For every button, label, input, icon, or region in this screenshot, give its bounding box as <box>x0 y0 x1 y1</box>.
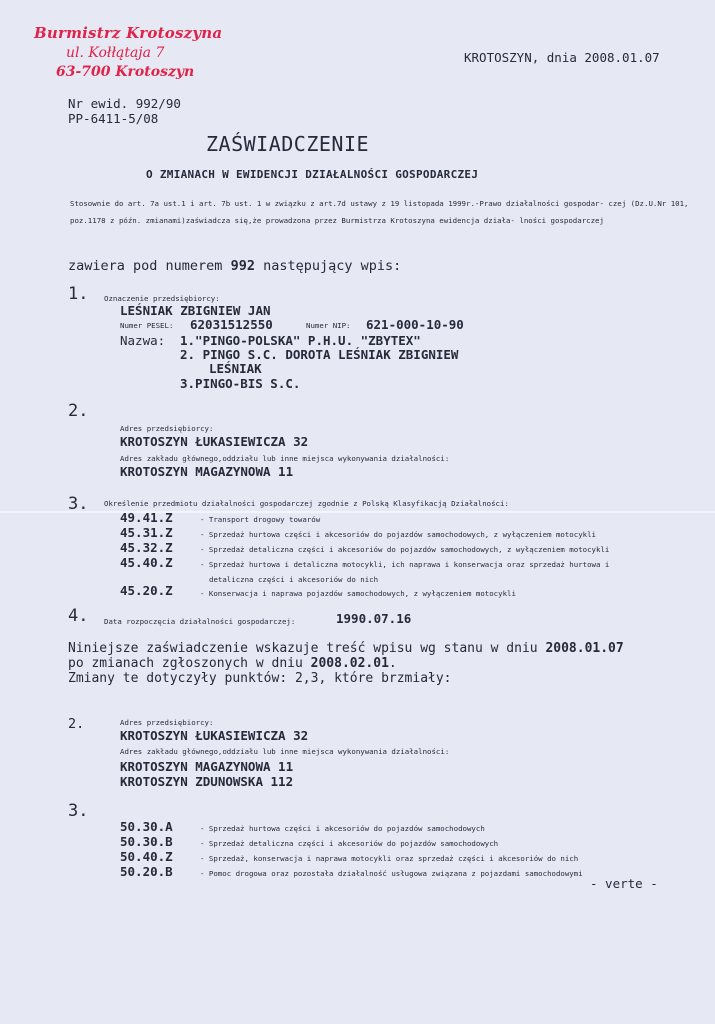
entry-prefix: zawiera pod numerem <box>68 258 231 274</box>
nip-value: 621-000-10-90 <box>366 317 464 332</box>
section-1-label: Oznaczenie przedsiębiorcy: <box>104 294 220 303</box>
entry-line <box>68 258 401 274</box>
old-business-address: KROTOSZYN ŁUKASIEWICZA 32 <box>120 728 309 743</box>
old-activity-desc: - Sprzedaż, konserwacja i naprawa motocykli oraz sprzedaż części i akcesoriów do nich <box>200 854 579 863</box>
stamp-line-2: ul. Kołłątaja 7 <box>66 45 165 61</box>
section-3-label: Określenie przedmiotu działalności gospodarczej zgodnie z Polską Klasyfikacją Działalności: <box>104 499 509 508</box>
activity-desc: - Sprzedaż hurtowa części i akcesoriów do pojazdów samochodowych, z wyłączeniem motocykli <box>200 530 597 539</box>
activity-code: 45.31.Z <box>120 525 173 540</box>
old-activity-desc: - Sprzedaż detaliczna części i akcesoriów do pojazdów samochodowych <box>200 839 499 848</box>
ref-number: Nr ewid. 992/90 <box>68 96 181 111</box>
old-branch-address-2: KROTOSZYN ZDUNOWSKA 112 <box>120 774 294 789</box>
names-label: Nazwa: <box>120 333 166 348</box>
entry-suffix: następujący wpis: <box>254 258 402 274</box>
ref-case: PP-6411-5/08 <box>68 111 159 126</box>
intro-text: Stosownie do art. 7a ust.1 i art. 7b ust. 1 w związku z art.7d ustawy z 19 listopada 1999r.-Prawo działalności gospodar- czej (Dz.U.Nr 101, poz.1178 z późn. zmianami)zaświadcza się,że prowadzona przez Burmistrza Krotoszyna ewidencja działa- lności gospodarczej <box>70 199 689 225</box>
old-activity-code: 50.40.Z <box>120 849 173 864</box>
pesel-value: 62031512550 <box>190 317 273 332</box>
document-title: ZAŚWIADCZENIE <box>206 132 370 156</box>
activity-code: 45.40.Z <box>120 555 173 570</box>
activity-code: 45.32.Z <box>120 540 173 555</box>
paper-fold <box>0 511 715 513</box>
old-section-2-number: 2. <box>68 716 85 732</box>
old-activity-code: 50.30.A <box>120 819 173 834</box>
activity-code: 49.41.Z <box>120 510 173 525</box>
entrepreneur-name: LEŚNIAK ZBIGNIEW JAN <box>120 303 271 318</box>
activity-desc-cont: detaliczna części i akcesoriów do nich <box>209 575 379 584</box>
section-2-label: Adres przedsiębiorcy: <box>120 424 214 433</box>
summary-line-3: Zmiany te dotyczyły punktów: 2,3, które brzmiały: <box>68 671 452 686</box>
activity-desc: - Transport drogowy towarów <box>200 515 321 524</box>
pesel-label: Numer PESEL: <box>120 321 174 330</box>
old-branch-address-1: KROTOSZYN MAGAZYNOWA 11 <box>120 759 294 774</box>
stamp-line-3: 63-700 Krotoszyn <box>56 64 195 80</box>
summary-line-2-text: po zmianach zgłoszonych w dniu <box>68 656 311 671</box>
summary-change-date: 2008.02.01 <box>310 656 389 671</box>
summary-line-1-text: Niniejsze zaświadczenie wskazuje treść wpisu wg stanu w dniu <box>68 641 546 656</box>
activity-desc: - Sprzedaż detaliczna części i akcesoriów do pojazdów samochodowych, z wyłączeniem motocykli <box>200 545 610 554</box>
document-subtitle: O ZMIANACH W EWIDENCJI DZIAŁALNOŚCI GOSPODARCZEJ <box>146 168 479 181</box>
section-3-number: 3. <box>68 494 89 514</box>
section-1-number: 1. <box>68 284 89 304</box>
old-activity-desc: - Sprzedaż hurtowa części i akcesoriów do pojazdów samochodowych <box>200 824 485 833</box>
old-section-3-number: 3. <box>68 801 89 821</box>
activity-desc: - Sprzedaż hurtowa i detaliczna motocykli, ich naprawa i konserwacja oraz sprzedaż hurtowa i <box>200 560 610 569</box>
summary-state-date: 2008.01.07 <box>545 641 624 656</box>
old-section-2-label: Adres przedsiębiorcy: <box>120 718 214 727</box>
section-4-number: 4. <box>68 606 89 626</box>
business-address: KROTOSZYN ŁUKASIEWICZA 32 <box>120 434 309 449</box>
place-date: KROTOSZYN, dnia 2008.01.07 <box>464 50 660 65</box>
entry-number: 992 <box>230 258 255 274</box>
nip-label: Numer NIP: <box>306 321 351 330</box>
stamp-line-1: Burmistrz Krotoszyna <box>34 24 223 42</box>
company-name-3: 3.PINGO-BIS S.C. <box>180 376 301 391</box>
branch-label: Adres zakładu głównego,oddziału lub inne miejsca wykonywania działalności: <box>120 454 450 463</box>
old-activity-code: 50.30.B <box>120 834 173 849</box>
company-name-1: 1."PINGO-POLSKA" P.H.U. "ZBYTEX" <box>180 333 421 348</box>
branch-address: KROTOSZYN MAGAZYNOWA 11 <box>120 464 294 479</box>
company-name-2: 2. PINGO S.C. DOROTA LEŚNIAK ZBIGNIEW <box>180 347 459 362</box>
company-name-2-cont: LEŚNIAK <box>209 361 262 376</box>
old-branch-label: Adres zakładu głównego,oddziału lub inne miejsca wykonywania działalności: <box>120 747 450 756</box>
start-date: 1990.07.16 <box>336 611 412 626</box>
section-4-label: Data rozpoczęcia działalności gospodarczej: <box>104 617 296 626</box>
verte-note: - verte - <box>590 876 658 891</box>
summary-line-2-dot: . <box>388 656 397 671</box>
old-activity-code: 50.20.B <box>120 864 173 879</box>
section-2-number: 2. <box>68 401 89 421</box>
summary-line-2 <box>68 656 397 672</box>
activity-desc: - Konserwacja i naprawa pojazdów samochodowych, z wyłączeniem motocykli <box>200 589 516 598</box>
summary-line-1 <box>68 641 624 657</box>
old-activity-desc: - Pomoc drogowa oraz pozostała działalność usługowa związana z pojazdami samochodowymi <box>200 869 583 878</box>
activity-code: 45.20.Z <box>120 583 173 598</box>
